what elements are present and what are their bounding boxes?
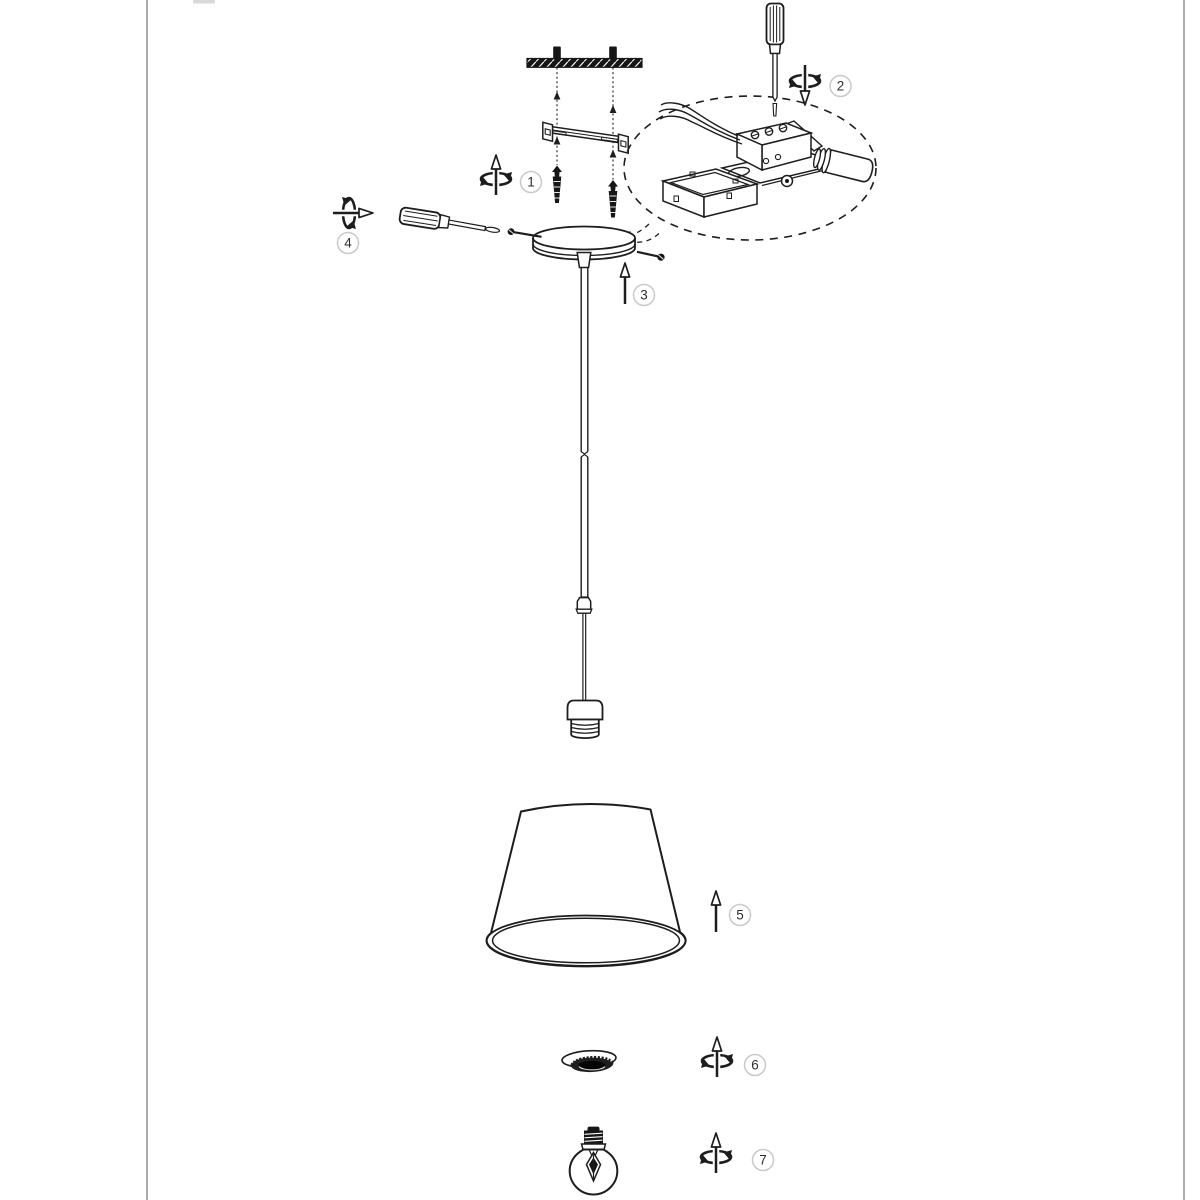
step-number: 3 [640, 287, 648, 303]
step-number: 1 [527, 174, 535, 190]
wire [659, 109, 740, 140]
step-number: 6 [751, 1057, 759, 1073]
screwdriver-shaft [448, 220, 485, 231]
step-badge-1 [521, 172, 542, 193]
rotate-push-up-icon-step-1 [480, 155, 512, 195]
canopy-screw-right [637, 252, 665, 261]
direction-tick [610, 150, 617, 158]
bracket-end-tab [619, 134, 629, 153]
step-number: 2 [836, 78, 845, 94]
screwdriver-vertical [767, 4, 784, 117]
step-badge-3 [634, 285, 655, 306]
step-badge-5 [730, 905, 751, 926]
step-number: 4 [344, 235, 352, 251]
mounting-screw-left [553, 47, 561, 60]
mounting-bracket [543, 122, 628, 153]
socket-cap [568, 701, 603, 720]
rod-joint [581, 452, 588, 455]
screwdriver-handle [767, 4, 784, 45]
rotate-push-up-icon-step-6 [701, 1037, 733, 1077]
cable-gland [812, 146, 875, 185]
wire [660, 116, 742, 144]
step-badge-7 [753, 1150, 774, 1171]
screwdriver-tip [773, 104, 777, 117]
step-2-wiring-detail [620, 4, 876, 243]
wall-anchor-right [608, 180, 618, 218]
lamp-socket [568, 701, 603, 739]
screwdriver-blade-tip [485, 226, 500, 233]
step-1-ceiling-bracket-assembly [527, 47, 642, 218]
shade-ring [562, 1049, 617, 1073]
direction-tick [554, 137, 561, 145]
push-up-arrow-icon-step-3 [620, 263, 629, 304]
suspension-rod [576, 263, 592, 701]
rotate-push-up-icon-step-7 [700, 1133, 732, 1173]
step-badge-6 [745, 1055, 766, 1076]
canopy-screw-left [508, 228, 542, 237]
rod-adjuster [577, 598, 590, 610]
rotate-push-down-icon-step-2 [789, 65, 821, 105]
step-badge-4 [338, 233, 359, 254]
lampshade [487, 804, 686, 967]
ceiling-section [527, 59, 642, 68]
step-number: 7 [759, 1152, 767, 1168]
wall-anchor-left [552, 166, 562, 204]
canopy-top [533, 227, 635, 250]
screwdriver-ferrule [770, 45, 781, 54]
light-bulb [570, 1127, 618, 1195]
wire [661, 103, 738, 136]
bracket-end-tab [543, 122, 553, 141]
shade-body [487, 804, 686, 966]
print-artifact [193, 0, 215, 4]
screwdriver-shaft [773, 54, 777, 102]
screwdriver-horizontal [399, 207, 501, 239]
push-up-arrow-icon-step-5 [711, 891, 720, 932]
step-badge-2 [830, 76, 851, 97]
rotate-push-right-icon-step-4 [333, 197, 373, 229]
step-number: 5 [736, 907, 744, 923]
direction-tick [554, 92, 561, 100]
canopy-rod-connector [577, 253, 591, 268]
screwdriver-ferrule [439, 215, 450, 229]
bulb-base-tip [588, 1127, 600, 1131]
mounting-screw-right [609, 47, 617, 60]
direction-tick [610, 105, 617, 113]
